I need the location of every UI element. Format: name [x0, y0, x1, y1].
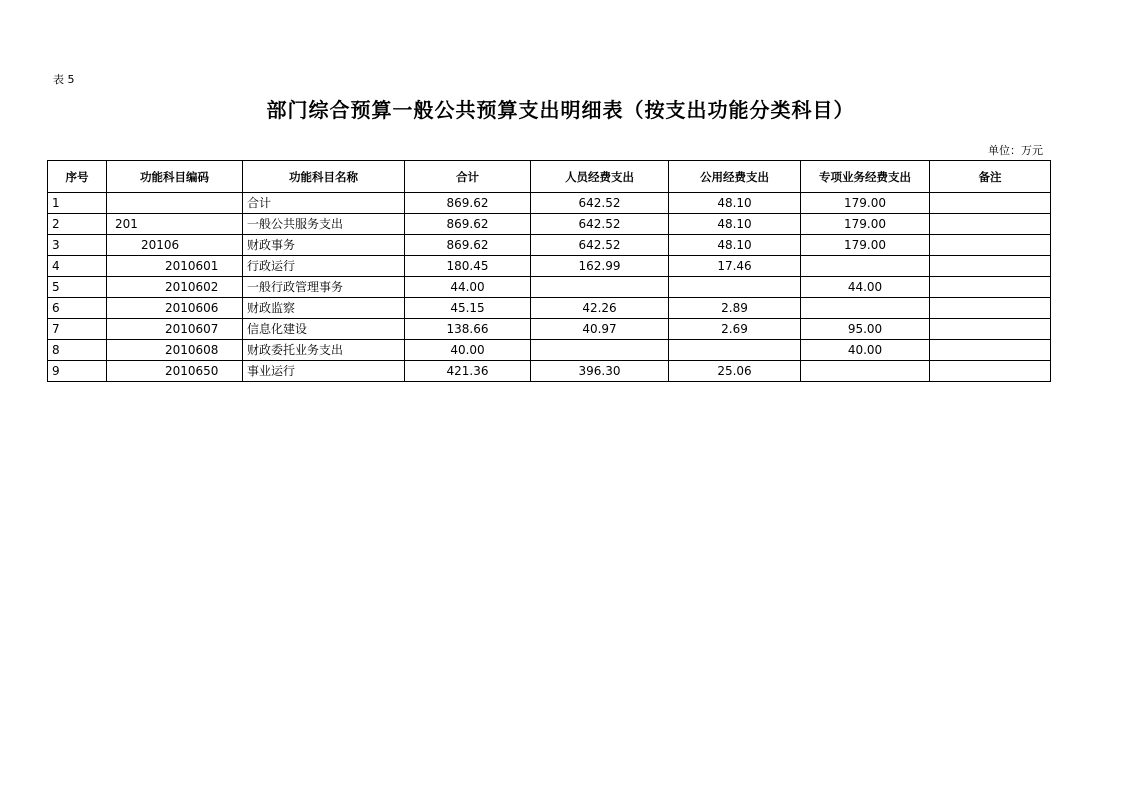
cell-personnel: 162.99: [531, 256, 669, 277]
cell-total: 869.62: [405, 193, 531, 214]
cell-name: 财政委托业务支出: [243, 340, 405, 361]
cell-public: [669, 277, 801, 298]
cell-note: [930, 361, 1051, 382]
cell-personnel: 396.30: [531, 361, 669, 382]
cell-total: 869.62: [405, 235, 531, 256]
cell-seq: 5: [48, 277, 107, 298]
cell-special: 95.00: [801, 319, 930, 340]
cell-seq: 2: [48, 214, 107, 235]
cell-personnel: 642.52: [531, 214, 669, 235]
cell-public: 48.10: [669, 214, 801, 235]
cell-seq: 4: [48, 256, 107, 277]
cell-note: [930, 193, 1051, 214]
cell-note: [930, 214, 1051, 235]
cell-note: [930, 340, 1051, 361]
cell-seq: 9: [48, 361, 107, 382]
cell-seq: 1: [48, 193, 107, 214]
cell-name: 事业运行: [243, 361, 405, 382]
cell-total: 45.15: [405, 298, 531, 319]
cell-personnel: 642.52: [531, 193, 669, 214]
column-header-name: 功能科目名称: [243, 161, 405, 193]
cell-total: 138.66: [405, 319, 531, 340]
cell-note: [930, 256, 1051, 277]
cell-public: 2.69: [669, 319, 801, 340]
column-header-note: 备注: [930, 161, 1051, 193]
cell-public: 25.06: [669, 361, 801, 382]
cell-public: 17.46: [669, 256, 801, 277]
cell-code: 2010601: [107, 256, 243, 277]
cell-name: 信息化建设: [243, 319, 405, 340]
cell-public: 2.89: [669, 298, 801, 319]
cell-note: [930, 319, 1051, 340]
table-row: [48, 235, 1051, 256]
cell-note: [930, 277, 1051, 298]
cell-code: 201: [107, 214, 243, 235]
cell-name: 行政运行: [243, 256, 405, 277]
cell-name: 财政监察: [243, 298, 405, 319]
cell-code: 2010602: [107, 277, 243, 298]
table-row: [48, 298, 1051, 319]
table-row: [48, 361, 1051, 382]
column-header-total: 合计: [405, 161, 531, 193]
cell-name: 财政事务: [243, 235, 405, 256]
cell-personnel: 42.26: [531, 298, 669, 319]
cell-special: 40.00: [801, 340, 930, 361]
cell-special: 179.00: [801, 214, 930, 235]
unit-label: 单位：万元: [988, 144, 1043, 157]
table-header-row: [48, 161, 1051, 193]
table-row: [48, 319, 1051, 340]
cell-code: 2010650: [107, 361, 243, 382]
cell-total: 44.00: [405, 277, 531, 298]
cell-code: [107, 193, 243, 214]
cell-note: [930, 235, 1051, 256]
column-header-seq: 序号: [48, 161, 107, 193]
column-header-code: 功能科目编码: [107, 161, 243, 193]
column-header-personnel: 人员经费支出: [531, 161, 669, 193]
column-header-public: 公用经费支出: [669, 161, 801, 193]
cell-special: [801, 298, 930, 319]
cell-personnel: 40.97: [531, 319, 669, 340]
cell-personnel: [531, 277, 669, 298]
table-number: 表 5: [53, 73, 75, 86]
cell-special: [801, 361, 930, 382]
cell-public: 48.10: [669, 193, 801, 214]
cell-special: 179.00: [801, 235, 930, 256]
cell-special: 44.00: [801, 277, 930, 298]
table-row: [48, 214, 1051, 235]
budget-table: [47, 160, 1051, 382]
cell-special: [801, 256, 930, 277]
table-row: [48, 277, 1051, 298]
cell-code: 2010606: [107, 298, 243, 319]
table-row: [48, 340, 1051, 361]
cell-personnel: 642.52: [531, 235, 669, 256]
cell-name: 一般公共服务支出: [243, 214, 405, 235]
cell-code: 2010607: [107, 319, 243, 340]
cell-seq: 7: [48, 319, 107, 340]
cell-name: 合计: [243, 193, 405, 214]
cell-seq: 3: [48, 235, 107, 256]
cell-personnel: [531, 340, 669, 361]
cell-total: 421.36: [405, 361, 531, 382]
table-row: [48, 193, 1051, 214]
cell-seq: 8: [48, 340, 107, 361]
table-row: [48, 256, 1051, 277]
column-header-special: 专项业务经费支出: [801, 161, 930, 193]
cell-total: 869.62: [405, 214, 531, 235]
cell-total: 180.45: [405, 256, 531, 277]
cell-code: 2010608: [107, 340, 243, 361]
cell-note: [930, 298, 1051, 319]
page-title: 部门综合预算一般公共预算支出明细表（按支出功能分类科目）: [266, 98, 855, 122]
cell-code: 20106: [107, 235, 243, 256]
cell-special: 179.00: [801, 193, 930, 214]
cell-seq: 6: [48, 298, 107, 319]
cell-public: [669, 340, 801, 361]
cell-name: 一般行政管理事务: [243, 277, 405, 298]
cell-total: 40.00: [405, 340, 531, 361]
cell-public: 48.10: [669, 235, 801, 256]
